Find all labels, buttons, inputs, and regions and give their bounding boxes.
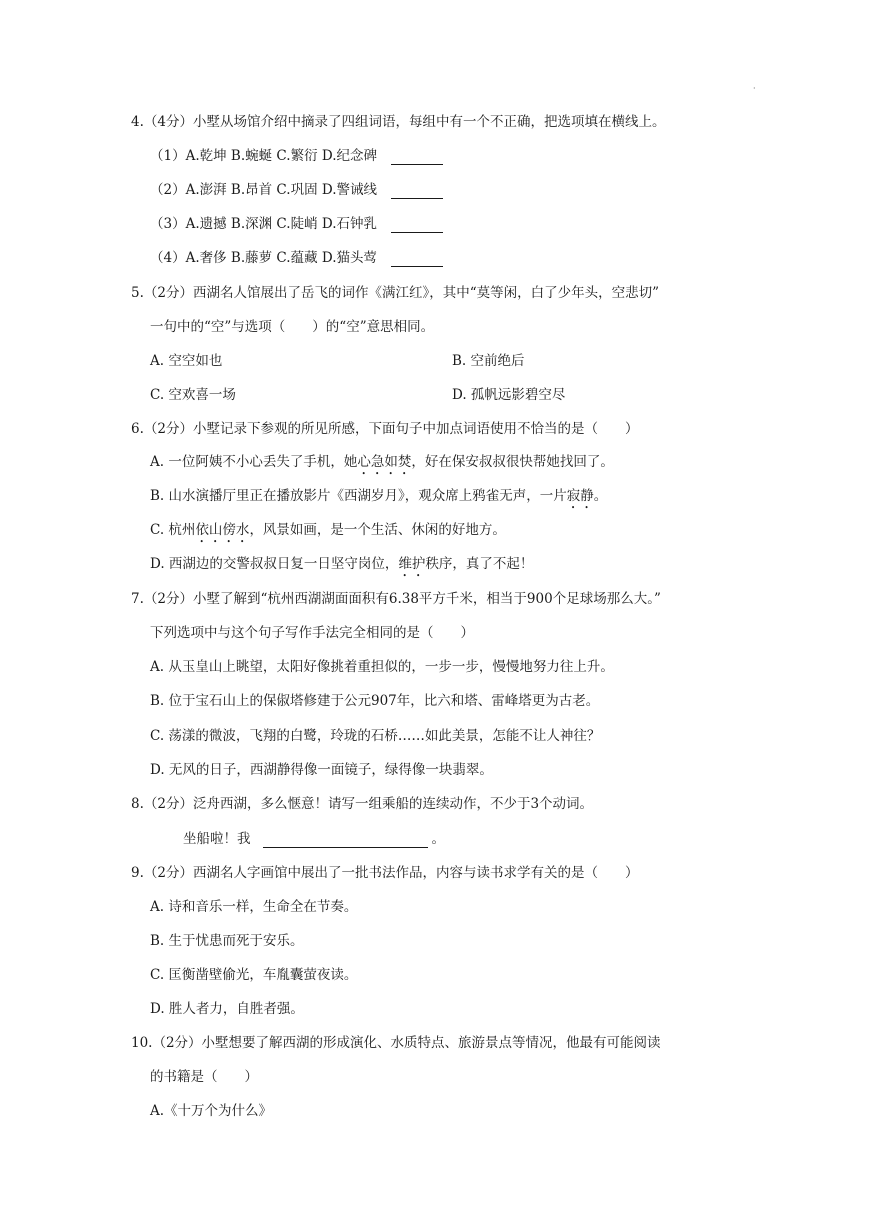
q6-option-b[interactable]: B. 山水演播厅里正在播放影片《西湖岁月》，观众席上鸦雀无声，一片寂静。 [150, 488, 608, 504]
q4-row-4: （4）A.奢侈 B.藤萝 C.蕴藏 D.猫头莺 [150, 249, 443, 267]
emphasized-word: 维护 [398, 556, 426, 572]
q7-option-d[interactable]: D. 无风的日子，西湖静得像一面镜子，绿得像一块翡翠。 [150, 762, 493, 778]
q9-stem: 9.（2分）西湖名人字画馆中展出了一批书法作品，内容与读书求学有关的是（ ） [131, 865, 639, 881]
q6-option-c[interactable]: C. 杭州依山傍水，风景如画，是一个生活、休闲的好地方。 [150, 522, 506, 538]
q9-option-d[interactable]: D. 胜人者力，自胜者强。 [150, 1001, 304, 1017]
q7-stem-line1: 7.（2分）小墅了解到“杭州西湖湖面面积有6.38平方千米，相当于900个足球场那么大。” [131, 591, 661, 607]
answer-blank[interactable] [391, 252, 443, 267]
q4-row-2: （2）A.澎湃 B.昂首 C.巩固 D.警诫线 [150, 181, 443, 199]
q10-option-a[interactable]: A.《十万个为什么》 [150, 1103, 273, 1119]
q10-stem-line1: 10.（2分）小墅想要了解西湖的形成演化、水质特点、旅游景点等情况，他最有可能阅读 [131, 1035, 661, 1051]
q7-option-a[interactable]: A. 从玉皇山上眺望，太阳好像挑着重担似的，一步一步，慢慢地努力往上升。 [150, 659, 614, 675]
q5-option-a[interactable]: A. 空空如也 [150, 353, 223, 369]
q4-row-1: （1）A.乾坤 B.蜿蜒 C.繁衍 D.纪念碑 [150, 147, 443, 165]
q8-fill-line: 坐船啦！我 。 [183, 831, 445, 847]
q7-option-b[interactable]: B. 位于宝石山上的保俶塔修建于公元907年，比六和塔、雷峰塔更为古老。 [150, 693, 600, 709]
q7-option-c[interactable]: C. 荡漾的微波，飞翔的白鹭，玲珑的石桥……如此美景，怎能不让人神往？ [150, 728, 601, 744]
answer-blank[interactable] [391, 184, 443, 199]
answer-blank[interactable] [391, 150, 443, 165]
q5-stem-line2: 一句中的“空”与选项（ ）的“空”意思相同。 [150, 319, 435, 335]
q8-stem: 8.（2分）泛舟西湖，多么惬意！请写一组乘船的连续动作，不少于3个动词。 [131, 796, 594, 812]
q6-stem: 6.（2分）小墅记录下参观的所见所感，下面句子中加点词语使用不恰当的是（ ） [131, 421, 639, 437]
emphasized-word: 寂静 [566, 488, 594, 504]
answer-blank[interactable] [391, 218, 443, 233]
q6-option-d[interactable]: D. 西湖边的交警叔叔日复一日坚守岗位，维护秩序，真了不起！ [150, 556, 534, 572]
q5-option-d[interactable]: D. 孤帆远影碧空尽 [452, 387, 566, 403]
q9-option-a[interactable]: A. 诗和音乐一样，生命全在节奏。 [150, 899, 358, 915]
q4-stem: 4.（4分）小墅从场馆介绍中摘录了四组词语，每组中有一个不正确，把选项填在横线上。 [131, 114, 666, 130]
q6-option-a[interactable]: A. 一位阿姨不小心丢失了手机，她心急如焚，好在保安叔叔很快帮她找回了。 [150, 454, 614, 470]
emphasized-word: 心急如焚 [357, 454, 412, 470]
q9-option-b[interactable]: B. 生于忧患而死于安乐。 [150, 933, 304, 949]
q9-option-c[interactable]: C. 匡衡凿壁偷光，车胤囊萤夜读。 [150, 967, 358, 983]
q5-stem-line1: 5.（2分）西湖名人馆展出了岳飞的词作《满江红》，其中“莫等闲，白了少年头，空悲切” [131, 285, 660, 301]
q10-stem-line2: 的书籍是（ ） [150, 1069, 258, 1085]
q7-stem-line2: 下列选项中与这个句子写作手法完全相同的是（ ） [150, 625, 474, 641]
q5-option-c[interactable]: C. 空欢喜一场 [150, 387, 236, 403]
top-mark: · [753, 84, 756, 93]
q4-row-3: （3）A.遗撼 B.深渊 C.陡峭 D.石钟乳 [150, 215, 443, 233]
q5-option-b[interactable]: B. 空前绝后 [452, 353, 525, 369]
answer-blank[interactable] [263, 833, 428, 848]
emphasized-word: 依山傍水 [195, 522, 250, 538]
